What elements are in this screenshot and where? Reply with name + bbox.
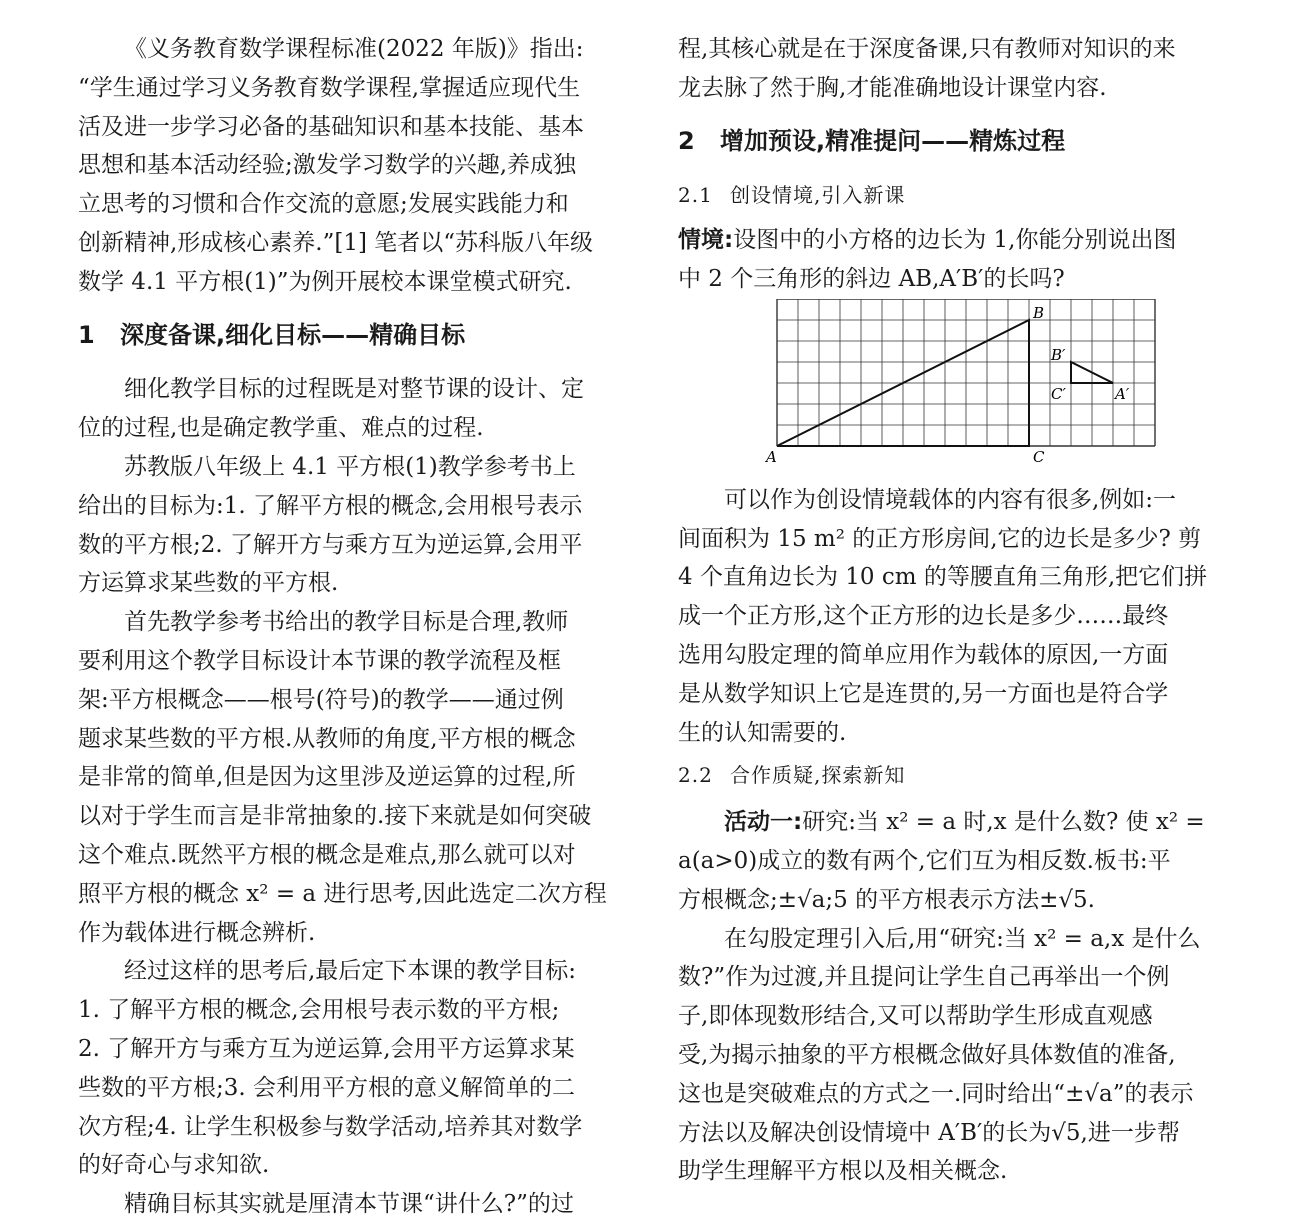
transition-line: 在勾股定理引入后,用“研究:当 x² = a,x 是什么 — [724, 925, 1201, 952]
section-1-body-line: 次方程;4. 让学生积极参与数学活动,培养其对数学 — [78, 1113, 583, 1140]
grid-figure — [678, 299, 1230, 481]
transition-line: 方法以及解决创设情境中 A′B′的长为√5,进一步帮 — [678, 1119, 1180, 1146]
intro-line: 思想和基本活动经验;激发学习数学的兴趣,养成独 — [78, 152, 577, 179]
label-b-prime: B′ — [1051, 345, 1066, 364]
activity-text-1: 研究:当 x² = a 时,x 是什么数? 使 x² = — [802, 809, 1205, 836]
subsection-2-2-title: 合作质疑,探索新知 — [730, 763, 906, 788]
section-1-body-line: 苏教版八年级上 4.1 平方根(1)教学参考书上 — [124, 453, 576, 480]
situation-line — [678, 221, 1230, 260]
right-column — [678, 30, 1230, 1191]
carrier-line: 4 个直角边长为 10 cm 的等腰直角三角形,把它们拼 — [678, 564, 1208, 591]
left-column — [78, 30, 630, 1224]
situation-label: 情境: — [678, 227, 734, 254]
label-c: C — [1033, 447, 1045, 466]
section-1-body-line: 架:平方根概念——根号(符号)的教学——通过例 — [78, 686, 564, 713]
label-c-prime: C′ — [1051, 384, 1066, 403]
transition-line: 子,即体现数形结合,又可以帮助学生形成直观感 — [678, 1003, 1153, 1030]
section-1-body — [78, 370, 630, 1224]
section-1-body-line: 1. 了解平方根的概念,会用根号表示数的平方根; — [78, 997, 560, 1024]
carrier-line: 生的认知需要的. — [678, 719, 847, 746]
continued-line: 龙去脉了然于胸,才能准确地设计课堂内容. — [678, 74, 1107, 101]
section-2-heading — [678, 122, 1230, 161]
subsection-2-1-title: 创设情境,引入新课 — [730, 183, 906, 208]
activity-label: 活动一: — [724, 809, 803, 836]
transition-line: 数?”作为过渡,并且提问让学生自己再举出一个例 — [678, 964, 1170, 991]
section-1-heading — [78, 316, 630, 355]
carrier-line: 可以作为创设情境载体的内容有很多,例如:一 — [724, 486, 1177, 513]
intro-line: 数学 4.1 平方根(1)”为例开展校本课堂模式研究. — [78, 268, 572, 295]
section-1-body-line: 给出的目标为:1. 了解平方根的概念,会用根号表示 — [78, 492, 583, 519]
section-1-body-line: 精确目标其实就是厘清本节课“讲什么?”的过 — [124, 1191, 574, 1218]
paragraph-transition — [678, 920, 1230, 1192]
section-1-body-line: 2. 了解开方与乘方互为逆运算,会用平方运算求某 — [78, 1035, 575, 1062]
section-2-title: 增加预设,精准提问——精炼过程 — [720, 126, 1066, 155]
grid-triangles-svg — [678, 299, 1230, 481]
section-1-body-line: 这个难点.既然平方根的概念是难点,那么就可以对 — [78, 841, 576, 868]
label-a: A — [766, 447, 777, 466]
section-1-body-line: 数的平方根;2. 了解开方与乘方互为逆运算,会用平 — [78, 531, 583, 558]
paragraph-carrier — [678, 481, 1230, 753]
section-1-body-line: 是非常的简单,但是因为这里涉及逆运算的过程,所 — [78, 764, 576, 791]
transition-line: 受,为揭示抽象的平方根概念做好具体数值的准备, — [678, 1041, 1176, 1068]
situation-text-1: 设图中的小方格的边长为 1,你能分别说出图 — [733, 227, 1177, 254]
continued-line: 程,其核心就是在于深度备课,只有教师对知识的来 — [678, 36, 1176, 62]
section-1-body-line: 些数的平方根;3. 会利用平方根的意义解简单的二 — [78, 1074, 576, 1101]
carrier-line: 成一个正方形,这个正方形的边长是多少……最终 — [678, 603, 1169, 630]
section-1-body-line: 题求某些数的平方根.从教师的角度,平方根的概念 — [78, 725, 576, 752]
section-1-body-line: 作为载体进行概念辨析. — [78, 919, 316, 946]
section-1-body-line: 以对于学生而言是非常抽象的.接下来就是如何突破 — [78, 803, 592, 830]
section-1-number: 1 — [78, 320, 95, 349]
carrier-line: 是从数学知识上它是连贯的,另一方面也是符合学 — [678, 680, 1169, 707]
subsection-2-2-number: 2.2 — [678, 763, 713, 788]
carrier-line: 间面积为 15 m² 的正方形房间,它的边长是多少? 剪 — [678, 525, 1202, 552]
subsection-2-1-heading — [678, 176, 1230, 215]
section-1-body-line: 首先教学参考书给出的教学目标是合理,教师 — [124, 609, 569, 636]
intro-line: 《义务教育数学课程标准(2022 年版)》指出: — [124, 36, 584, 62]
subsection-2-1-number: 2.1 — [678, 183, 713, 208]
section-1-title: 深度备课,细化目标——精确目标 — [120, 320, 466, 349]
section-1-body-line: 方运算求某些数的平方根. — [78, 570, 339, 597]
intro-line: 创新精神,形成核心素养.”[1] 笔者以“苏科版八年级 — [78, 229, 594, 256]
activity-text-3: 方根概念;±√a;5 的平方根表示方法±√5. — [678, 886, 1095, 913]
transition-line: 助学生理解平方根以及相关概念. — [678, 1158, 1008, 1185]
activity-text-2: a(a>0)成立的数有两个,它们互为相反数.板书:平 — [678, 847, 1171, 874]
intro-paragraph — [78, 30, 630, 302]
intro-line: “学生通过学习义务教育数学课程,掌握适应现代生 — [78, 74, 581, 101]
situation-text-2: 中 2 个三角形的斜边 AB,A′B′的长吗? — [678, 265, 1065, 292]
section-1-body-line: 经过这样的思考后,最后定下本课的教学目标: — [124, 958, 577, 985]
continued-paragraph — [678, 30, 1230, 108]
grid-lines — [777, 299, 1155, 446]
section-1-body-line: 细化教学目标的过程既是对整节课的设计、定 — [124, 376, 584, 403]
label-b: B — [1033, 303, 1045, 322]
section-1-body-line: 的好奇心与求知欲. — [78, 1152, 270, 1179]
transition-line: 这也是突破难点的方式之一.同时给出“±√a”的表示 — [678, 1080, 1194, 1107]
section-1-body-line: 照平方根的概念 x² = a 进行思考,因此选定二次方程 — [78, 880, 607, 907]
activity-line-1 — [678, 803, 1230, 842]
section-2-number: 2 — [678, 126, 695, 155]
label-a-prime: A′ — [1115, 384, 1130, 403]
intro-line: 立思考的习惯和合作交流的意愿;发展实践能力和 — [78, 191, 569, 218]
section-1-body-line: 位的过程,也是确定教学重、难点的过程. — [78, 415, 484, 442]
carrier-line: 选用勾股定理的简单应用作为载体的原因,一方面 — [678, 641, 1169, 668]
section-1-body-line: 要利用这个教学目标设计本节课的教学流程及框 — [78, 647, 561, 674]
intro-line: 活及进一步学习必备的基础知识和基本技能、基本 — [78, 113, 584, 140]
subsection-2-2-heading — [678, 756, 1230, 795]
